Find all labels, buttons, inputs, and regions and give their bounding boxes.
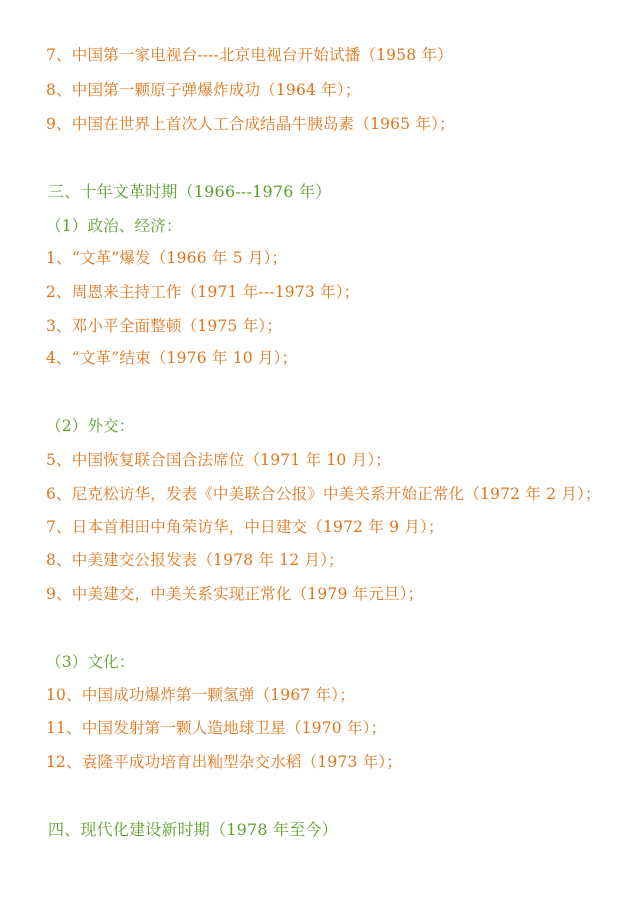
subsection-heading: （2）外交： <box>46 417 135 435</box>
list-item: 10、中国成功爆炸第一颗氢弹（1967 年）； <box>46 686 355 704</box>
list-item: 3、邓小平全面整顿（1975 年）； <box>46 317 283 335</box>
list-item: 6、尼克松访华，发表《中美联合公报》中美关系开始正常化（1972 年 2 月）； <box>46 485 601 503</box>
list-item: 1、“文革”爆发（1966 年 5 月）； <box>46 249 288 267</box>
subsection-heading: （1）政治、经济： <box>46 217 182 235</box>
list-item: 7、中国第一家电视台----北京电视台开始试播（1958 年） <box>46 46 453 64</box>
list-item: 8、中国第一颗原子弹爆炸成功（1964 年）； <box>46 81 361 99</box>
subsection-heading: （3）文化： <box>46 653 135 671</box>
list-item: 8、中美建交公报发表（1978 年 12 月）； <box>46 551 344 569</box>
list-item: 5、中国恢复联合国合法席位（1971 年 10 月）； <box>46 451 391 469</box>
list-item: 11、中国发射第一颗人造地球卫星（1970 年）； <box>46 719 387 737</box>
list-item: 9、中美建交，中美关系实现正常化（1979 年元旦）； <box>46 585 424 603</box>
list-item: 12、袁隆平成功培育出籼型杂交水稻（1973 年）； <box>46 753 403 771</box>
list-item: 4、“文革”结束（1976 年 10 月）； <box>46 349 298 367</box>
list-item: 9、中国在世界上首次人工合成结晶牛胰岛素（1965 年）； <box>46 115 455 133</box>
section-heading: 三、十年文革时期（1966---1976 年） <box>48 182 332 201</box>
list-item: 2、周恩来主持工作（1971 年---1973 年）； <box>46 283 360 301</box>
list-item: 7、日本首相田中角荣访华，中日建交（1972 年 9 月）； <box>46 518 444 536</box>
section-heading: 四、现代化建设新时期（1978 年至今） <box>48 820 338 839</box>
